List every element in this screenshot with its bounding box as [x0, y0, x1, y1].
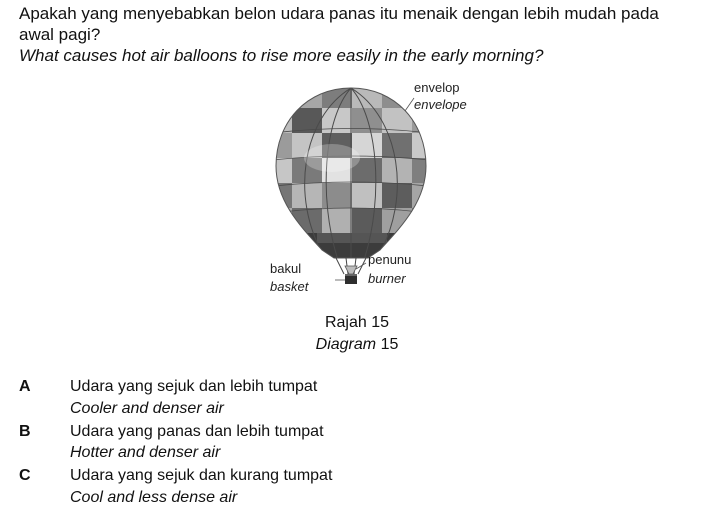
burner [345, 266, 357, 274]
option-text-malay: Udara yang panas dan lebih tumpat [70, 423, 324, 440]
option-letter: B [19, 423, 31, 440]
figure-caption-malay: Rajah 15 [324, 314, 390, 331]
option-text-english: Hotter and denser air [70, 444, 221, 461]
hot-air-balloon-diagram [262, 78, 482, 300]
envelope-label-english: envelope [414, 97, 467, 112]
envelope-label-malay: envelop [414, 80, 460, 95]
basket [345, 274, 357, 284]
option-text-malay: Udara yang sejuk dan lebih tumpat [70, 378, 318, 395]
question-text-english: What causes hot air balloons to rise more easily in the early morning? [19, 46, 544, 65]
basket-label-malay: bakul [270, 261, 302, 276]
question-text-malay-line2: awal pagi? [19, 25, 101, 44]
question-text-malay-line1: Apakah yang menyebabkan belon udara panas itu menaik dengan lebih mudah pada [19, 4, 659, 23]
burner-label-malay: penunu [368, 252, 412, 267]
option-text-english: Cool and less dense air [70, 489, 238, 506]
figure-caption-english-word: Diagram [315, 336, 377, 353]
figure-caption-english [292, 335, 422, 354]
burner-label-english: burner [368, 271, 406, 286]
option-letter: C [19, 467, 31, 484]
basket-label-english: basket [270, 279, 309, 294]
option-text-english: Cooler and denser air [70, 400, 224, 417]
figure-caption-english-number: 15 [380, 336, 399, 353]
envelope-pointer-line [405, 98, 414, 111]
option-letter: A [19, 378, 31, 395]
option-text-malay: Udara yang sejuk dan kurang tumpat [70, 467, 333, 484]
